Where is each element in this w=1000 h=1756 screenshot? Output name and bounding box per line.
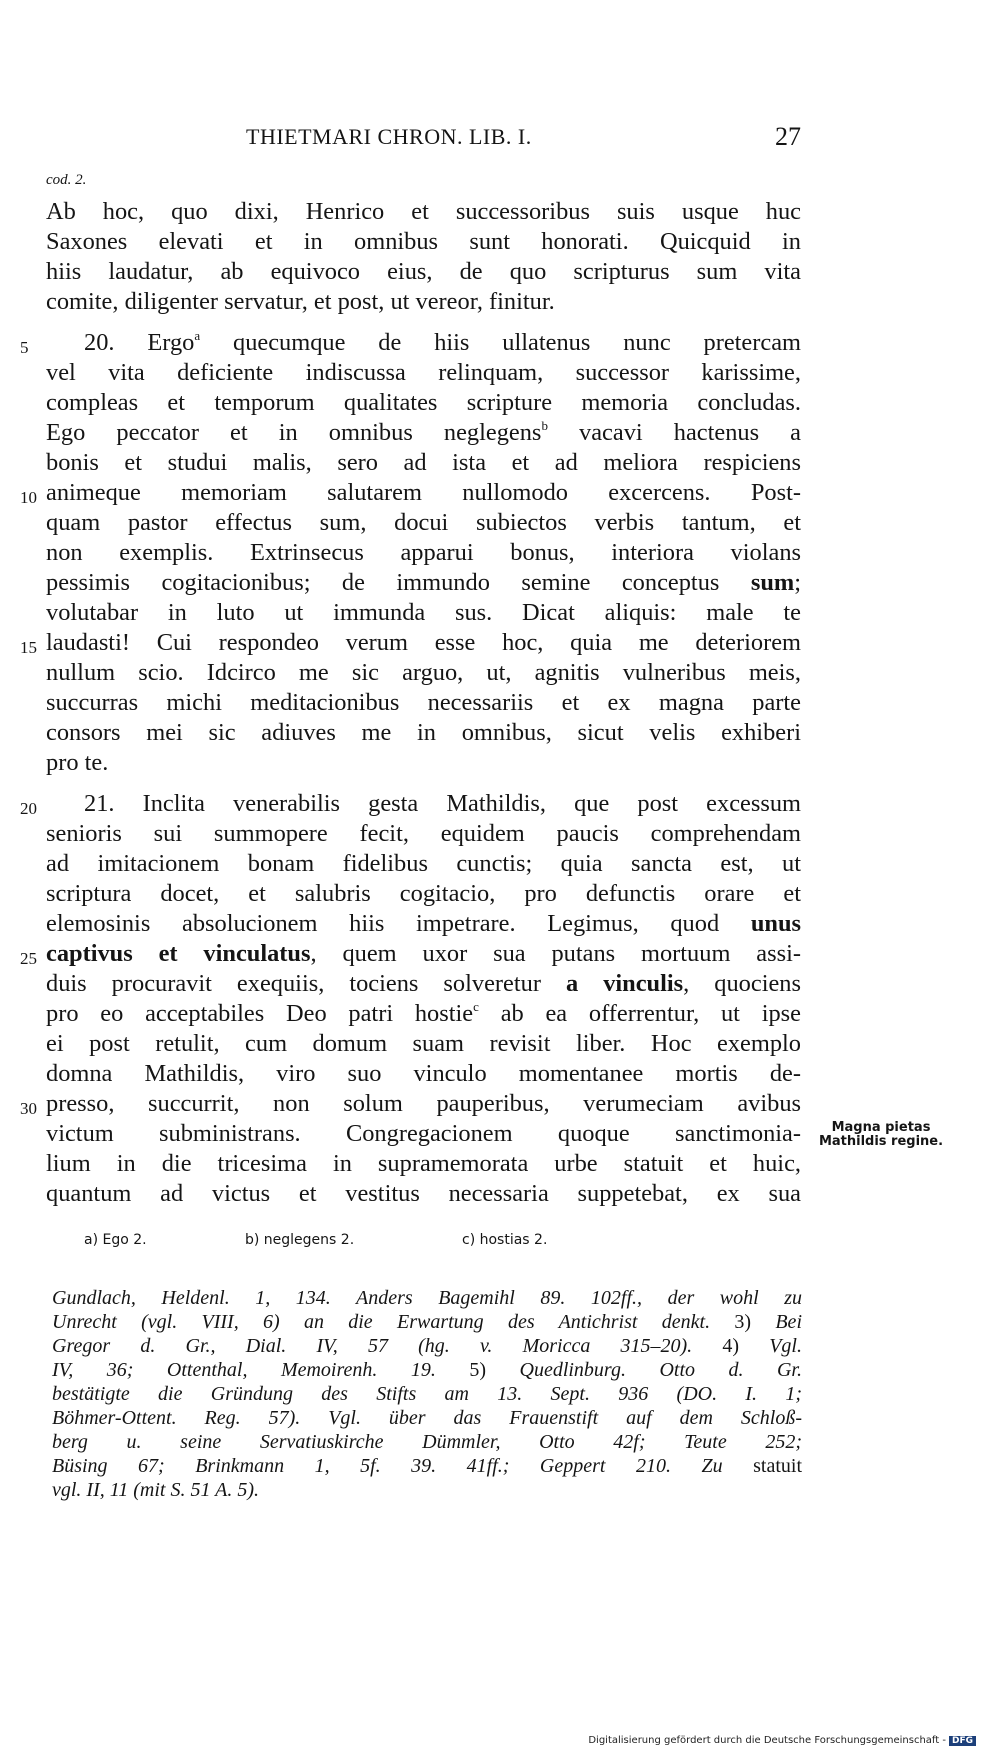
- text-line: Ab hoc, quo dixi, Henrico et successoribus suis usque huc: [46, 198, 801, 225]
- text-line: victum subministrans. Congregacionem quoque sanctimonia-: [46, 1120, 801, 1147]
- text-line: [46, 568, 801, 598]
- text-line: [46, 999, 801, 1029]
- critical-note-c: c) hostias 2.: [462, 1232, 548, 1248]
- dfg-logo: DFG: [949, 1736, 976, 1746]
- text-span: , quociens: [683, 970, 801, 997]
- text-line: volutabar in luto ut immunda sus. Dicat aliquis: male te: [46, 599, 801, 626]
- text-line: quam pastor effectus sum, docui subiectos verbis tantum, et: [46, 509, 801, 536]
- text-span: quecumque de hiis ullatenus nunc pretercam: [200, 329, 802, 356]
- text-span: Gregor d. Gr., Dial. IV, 57 (hg. v. Moricca 315–20).: [52, 1335, 723, 1357]
- line-number: 10: [20, 488, 37, 507]
- text-line: compleas et temporum qualitates scripture memoria concludas.: [46, 389, 801, 416]
- note-number: 3): [734, 1311, 776, 1333]
- critical-note-a: a) Ego 2.: [84, 1232, 147, 1248]
- text-line: [46, 418, 801, 448]
- footnote-ref-b: b: [541, 418, 548, 433]
- text-line: laudasti! Cui respondeo verum esse hoc, quia me deteriorem: [46, 629, 801, 656]
- text-span: elemosinis absolucionem hiis impetrare. Legimus, quod: [46, 910, 751, 937]
- text-line: non exemplis. Extrinsecus apparui bonus, interiora violans: [46, 539, 801, 566]
- commentary-line: [52, 1454, 802, 1478]
- text-span: Bei: [775, 1311, 802, 1333]
- text-span: pessimis cogitacionibus; de immundo semine conceptus: [46, 569, 751, 596]
- text-line: scriptura docet, et salubris cogitacio, pro defunctis orare et: [46, 880, 801, 907]
- commentary-line: Gundlach, Heldenl. 1, 134. Anders Bagemihl 89. 102ff., der wohl zu: [52, 1287, 802, 1309]
- commentary-line: berg u. seine Servatiuskirche Dümmler, Otto 42f; Teute 252;: [52, 1431, 802, 1453]
- text-line: presso, succurrit, non solum pauperibus, verumeciam avibus: [46, 1090, 801, 1117]
- text-line: ei post retulit, cum domum suam revisit liber. Hoc exemplo: [46, 1030, 801, 1057]
- commentary-line: vgl. II, 11 (mit S. 51 A. 5).: [52, 1479, 260, 1501]
- text-line: ad imitacionem bonam fidelibus cunctis; quia sancta est, ut: [46, 850, 801, 877]
- text-line: animeque memoriam salutarem nullomodo excercens. Post-: [46, 479, 801, 506]
- text-line: nullum scio. Idcirco me sic arguo, ut, agnitis vulneribus meis,: [46, 659, 801, 686]
- marginal-note: [806, 1121, 956, 1149]
- text-span: ab ea offerrentur, ut ipse: [478, 1000, 801, 1027]
- digitization-footer: [588, 1735, 976, 1746]
- line-number: 25: [20, 949, 37, 968]
- text-line: comite, diligenter servatur, et post, ut vereor, finitur.: [46, 288, 555, 315]
- note-number: 5): [469, 1359, 520, 1381]
- text-span: vacavi hactenus a: [547, 419, 801, 446]
- line-number: 5: [20, 338, 29, 357]
- note-number: 4): [722, 1335, 770, 1357]
- text-line: pro te.: [46, 749, 109, 776]
- text-line: bonis et studui malis, sero ad ista et ad meliora respiciens: [46, 449, 801, 476]
- section-20-heading-line: [46, 328, 801, 358]
- line-number: 30: [20, 1099, 37, 1118]
- bold-text: unus: [750, 910, 801, 937]
- line-number: 20: [20, 799, 37, 818]
- codex-note: cod. 2.: [46, 172, 87, 188]
- text-span: Quedlinburg. Otto d. Gr.: [519, 1359, 802, 1381]
- text-span: 20. Ergo: [84, 329, 195, 356]
- line-number: 15: [20, 638, 37, 657]
- section-21-heading-line: 21. Inclita venerabilis gesta Mathildis, que post excessum: [84, 790, 801, 817]
- commentary-line: [52, 1334, 802, 1358]
- text-span: Büsing 67; Brinkmann 1, 5f. 39. 41ff.; Geppert 210. Zu: [52, 1455, 754, 1477]
- marginal-note-line: Mathildis regine.: [818, 1134, 944, 1149]
- text-span: , quem uxor sua putans mortuum assi-: [310, 940, 801, 967]
- text-line: [46, 969, 801, 999]
- text-line: domna Mathildis, viro suo vinculo momentanee mortis de-: [46, 1060, 801, 1087]
- commentary-line: bestätigte die Gründung des Stifts am 13. Sept. 936 (DO. I. 1;: [52, 1383, 802, 1405]
- bold-text: sum: [750, 569, 795, 596]
- text-span: ;: [794, 569, 801, 596]
- footnote-ref-a: a: [194, 328, 201, 343]
- page-number: 27: [775, 122, 801, 151]
- text-line: senioris sui summopere fecit, equidem paucis comprehendam: [46, 820, 801, 847]
- text-line: [46, 939, 801, 969]
- bold-text: a vinculis: [565, 970, 684, 997]
- footer-text: Digitalisierung gefördert durch die Deutsche Forschungsgemeinschaft -: [588, 1735, 946, 1746]
- commentary-line: Böhmer-Ottent. Reg. 57). Vgl. über das Frauenstift auf dem Schloß-: [52, 1407, 802, 1429]
- text-line: succurras michi meditacionibus necessariis et ex magna parte: [46, 689, 801, 716]
- text-line: quantum ad victus et vestitus necessaria suppetebat, ex sua: [46, 1180, 801, 1207]
- text-line: vel vita deficiente indiscussa relinquam, successor karissime,: [46, 359, 801, 386]
- text-line: Saxones elevati et in omnibus sunt honorati. Quicquid in: [46, 228, 801, 255]
- critical-note-b: b) neglegens 2.: [245, 1232, 355, 1248]
- text-line: [46, 909, 801, 939]
- text-span: IV, 36; Ottenthal, Memoirenh. 19.: [52, 1359, 470, 1381]
- text-span: pro eo acceptabiles Deo patri hostie: [46, 1000, 474, 1027]
- text-line: consors mei sic adiuves me in omnibus, sicut velis exhiberi: [46, 719, 801, 746]
- text-span: Unrecht (vgl. VIII, 6) an die Erwartung des Antichrist denkt.: [52, 1311, 735, 1333]
- running-head: [46, 124, 801, 156]
- commentary-line: [52, 1310, 802, 1334]
- upright-text: statuit: [753, 1455, 802, 1477]
- footnote-ref-c: c: [473, 999, 479, 1014]
- text-line: lium in die tricesima in supramemorata urbe statuit et huic,: [46, 1150, 801, 1177]
- text-span: duis procuravit exequiis, tociens solveretur: [46, 970, 566, 997]
- text-span: Ego peccator et in omnibus neglegens: [46, 419, 542, 446]
- text-line: hiis laudatur, ab equivoco eius, de quo scripturus sum vita: [46, 258, 801, 285]
- running-title: THIETMARI CHRON. LIB. I.: [246, 124, 532, 149]
- commentary-line: [52, 1358, 802, 1382]
- text-span: Vgl.: [769, 1335, 802, 1357]
- bold-text: captivus et vinculatus: [46, 940, 311, 967]
- marginal-note-line: Magna pietas: [831, 1120, 931, 1135]
